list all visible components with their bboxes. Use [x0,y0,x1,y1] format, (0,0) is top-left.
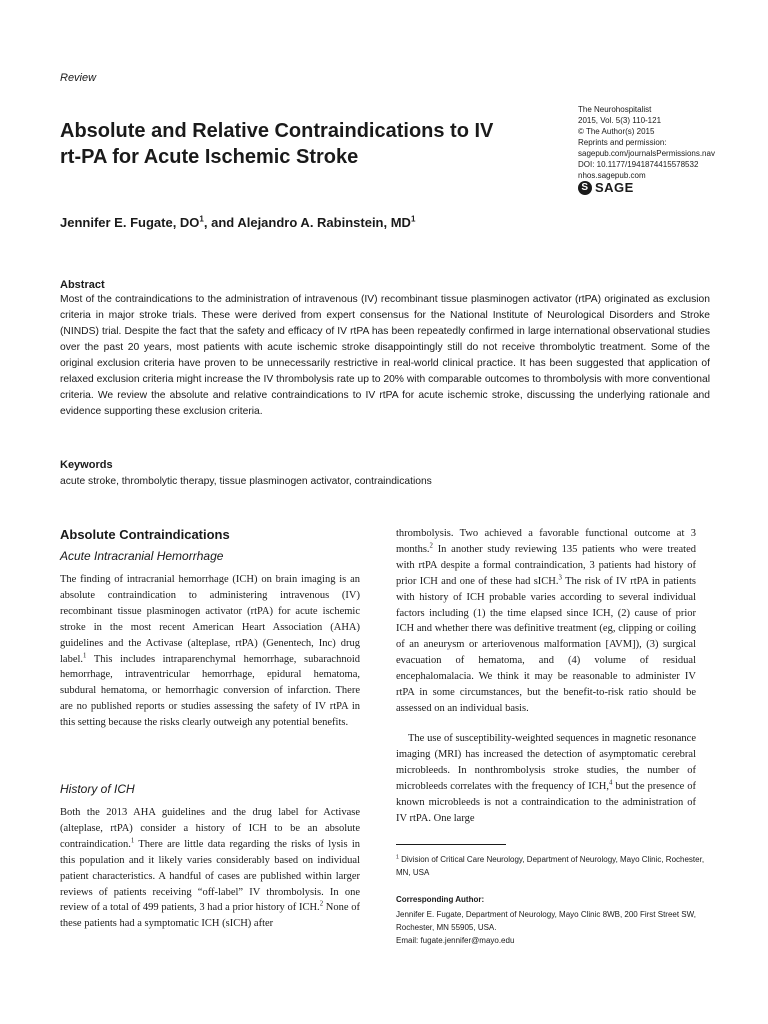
citation-ref[interactable]: 2 [429,542,433,550]
body-paragraph [396,731,696,826]
subsection-heading: History of ICH [60,782,135,796]
affiliation-marker: 1 [410,214,416,224]
publisher-logo-text: SAGE [595,180,634,195]
publisher-logo [578,180,634,195]
journal-name: The Neurohospitalist [578,105,652,114]
paragraph-text: In another study reviewing 135 patients who were treated with rtPA despite a formal contraindication, 3 patients had history of prior ICH and one of these had sICH. [396,543,696,587]
keywords-text: acute stroke, thrombolytic therapy, tissue plasminogen activator, contraindications [60,476,432,487]
abstract-heading: Abstract [60,279,105,291]
body-paragraph [60,805,360,932]
journal-reprints: Reprints and permission: [578,138,667,147]
paragraph-text: There are little data regarding the risks of lysis in this population and it likely varies considerably based on individual patient characteristics. A handful of cases are published within larger reviews of patients receiving “off-label” IV thrombolysis. In one review of a total of 499 patients, 3 had a prior history of ICH. [60,838,360,914]
journal-site-link[interactable]: nhos.sagepub.com [578,171,646,180]
section-heading: Absolute Contraindications [60,527,230,542]
citation-ref[interactable]: 2 [319,900,324,908]
paragraph-text: thrombolysis. Two achieved a favorable functional outcome at 3 months. [396,528,696,555]
author-joiner: , and [203,215,238,230]
affiliation-text: Division of Critical Care Neurology, Department of Neurology, Mayo Clinic, Rochester, MN, USA [396,855,705,877]
abstract-text: Most of the contraindications to the administration of intravenous (IV) recombinant tissue plasminogen activator (rtPA) originated as exclusion criteria in major stroke trials. These were derived from expert consensus for the National Institute of Neurological Disorders and Stroke (NINDS) trial. Despite the fact that the safety and efficacy of IV rtPA has been repeatedly confirmed in large international observational studies over the past 20 years, most patients with acute ischemic stroke disappointingly still do not receive thrombolytic treatment. Some of the original exclusion criteria have proven to be unnecessarily restrictive in real-world clinical practice. It has been suggested that application of relaxed exclusion criteria might increase the IV thrombolysis rate up to 20% with comparable outcomes to thrombolysis with more conventional criteria. We review the absolute and relative contraindications to IV rtPA for acute ischemic stroke, discussing the underlying rationale and evidence supporting these exclusion criteria. [60,294,710,417]
citation-ref[interactable]: 1 [130,837,135,845]
citation-ref[interactable]: 3 [558,574,562,582]
paragraph-text: The finding of intracranial hemorrhage (ICH) on brain imaging is an absolute contraindication to administering intravenous (IV) recombinant tissue plasminogen activator (rtPA) for acute ischemic stroke in the most recent American Heart Association (AHA) guidelines and the Activase (alteplase, rtPA) (Genentech, Inc) drug label. [60,574,360,665]
affiliation-footnote [396,853,712,879]
keywords-heading: Keywords [60,459,113,471]
journal-info [578,104,758,181]
paragraph-text: None of these patients had a symptomatic ICH (sICH) after [60,902,360,930]
paragraph-text: but the presence of known microbleeds is not a contraindication to the administration of IV rtPA. One large [396,780,697,824]
paragraph-text: Both the 2013 AHA guidelines and the drug label for Activase (alteplase, rtPA) consider a history of ICH to be an absolute contraindication. [60,807,360,850]
section-label: Review [60,72,97,84]
body-paragraph [396,526,696,717]
paragraph-text: This includes intraparenchymal hemorrhage, subarachnoid hemorrhage, intraventricular hemorrhage, epidural hematoma, subdural hematoma, or hemorrhagic conversion of infarction. There are no published reports or studies assessing the safety of IV rtPA in this setting because the risks clearly outweigh any potential benefits. [60,653,360,729]
author-name: Jennifer E. Fugate, DO [60,215,200,230]
author-name: Alejandro A. Rabinstein, MD [237,215,411,230]
paragraph-text: The use of susceptibility-weighted sequences in magnetic resonance imaging (MRI) has increased the detection of asymptomatic cerebral microbleeds. In nonthrombolysis stroke studies, the number of microbleeds correlates with the frequency of ICH, [396,733,696,792]
author-list [60,215,415,230]
article-title: Absolute and Relative Contraindications to IV rt-PA for Acute Ischemic Stroke [60,120,494,168]
corresponding-author-heading: Corresponding Author: [396,895,485,904]
affiliation-marker: 1 [396,854,399,861]
body-paragraph [60,572,360,731]
citation-ref[interactable]: 4 [608,779,613,787]
subsection-heading: Acute Intracranial Hemorrhage [60,549,224,563]
corresponding-author-details [396,908,716,947]
affiliation-marker: 1 [199,214,204,224]
citation-ref[interactable]: 1 [83,652,87,660]
journal-copyright: © The Author(s) 2015 [578,127,655,136]
journal-citation: 2015, Vol. 5(3) 110-121 [578,116,662,125]
paragraph-text: The risk of IV rtPA in patients with history of ICH probable varies according to several individual factors including (1) the time elapsed since ICH, (2) cause of prior ICH and whether there was definitive treatment (eg, clipping or coiling of an aneurysm or arteriovenous malformation [AVM]), (3) surgical evacuation of hematoma, and (4) volume of residual encephalomalacia. We think it may be reasonable to administer IV rtPA in some circumstances, but the benefit-to-risk ratio should be assessed on an individual basis. [396,575,697,714]
corresponding-email[interactable]: Email: fugate.jennifer@mayo.edu [396,936,515,945]
permissions-link[interactable]: sagepub.com/journalsPermissions.nav [578,149,715,158]
corresponding-address: Jennifer E. Fugate, Department of Neurology, Mayo Clinic 8WB, 200 First Street SW, Rochester, MN 55905, USA. [396,910,696,932]
sage-logo-icon: S [578,181,592,195]
footnote-divider [396,844,506,845]
doi-link[interactable]: DOI: 10.1177/1941874415578532 [578,160,699,169]
